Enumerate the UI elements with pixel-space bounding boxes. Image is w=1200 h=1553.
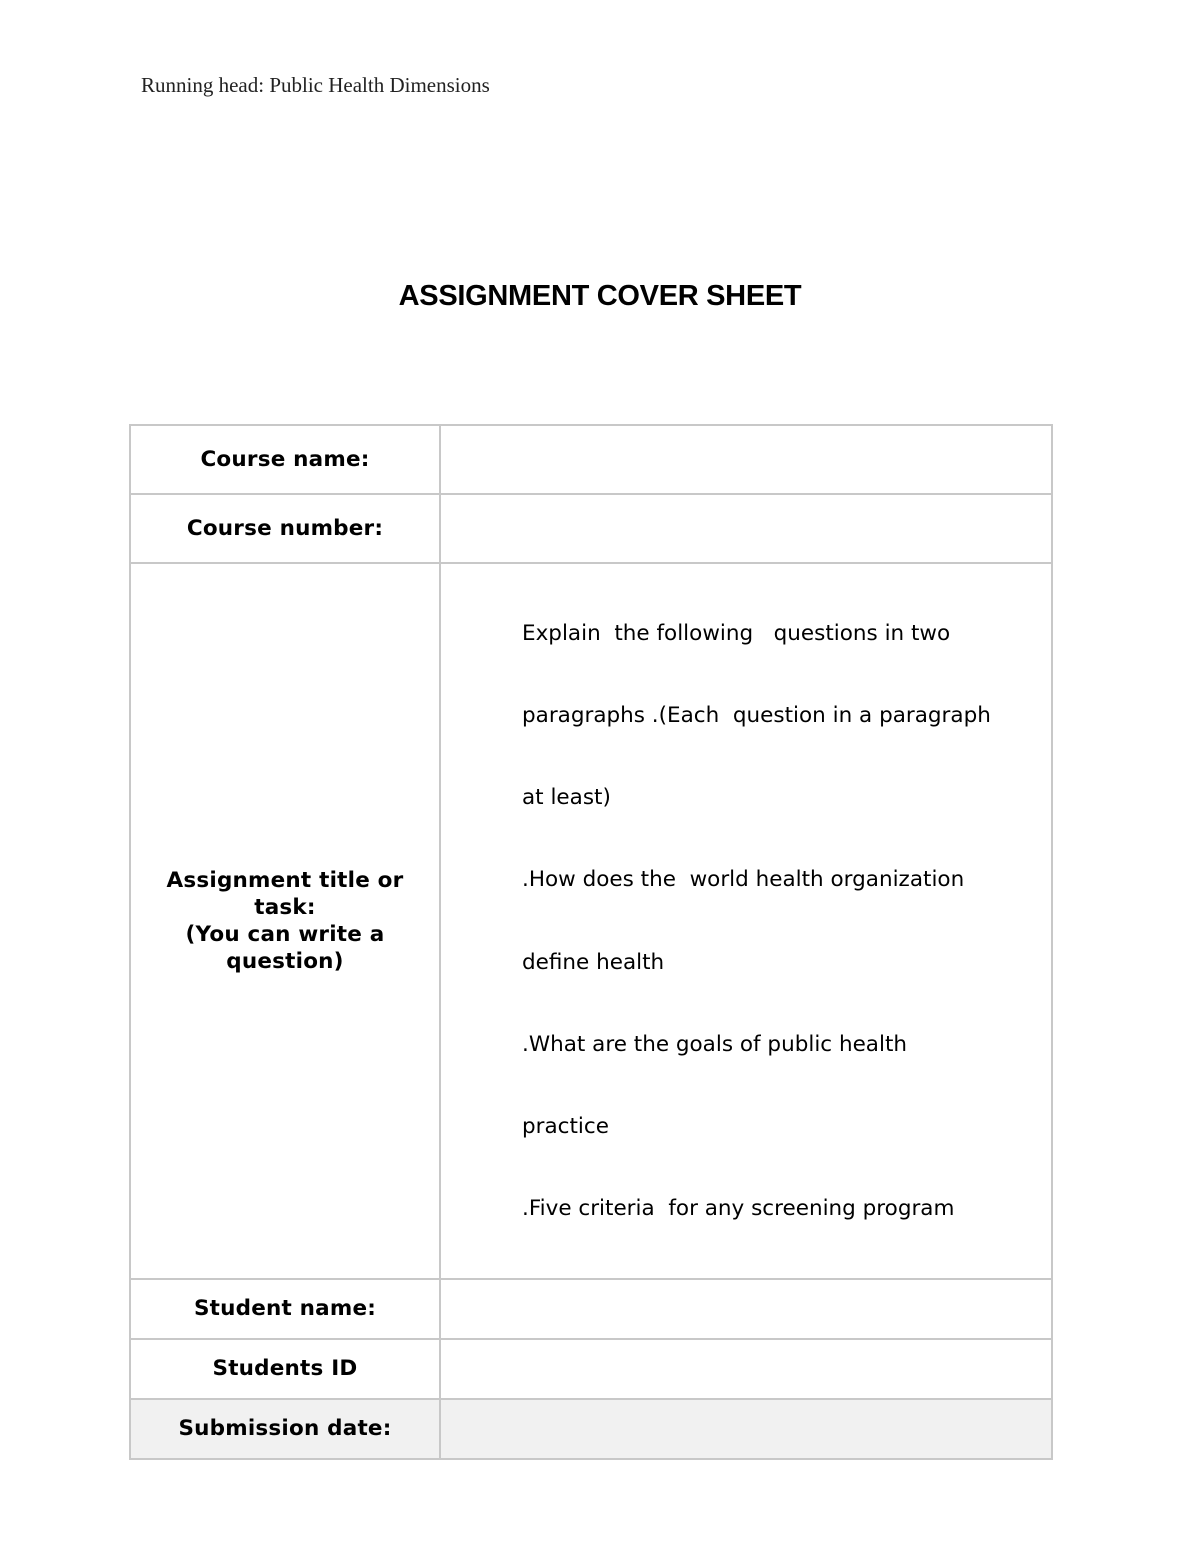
table-row-course-name bbox=[130, 425, 1052, 494]
student-name-field[interactable] bbox=[440, 1279, 1052, 1339]
student-id-label: Students ID bbox=[130, 1339, 440, 1399]
course-name-label: Course name: bbox=[130, 425, 440, 494]
table-row-assignment bbox=[130, 563, 1052, 1279]
submission-date-field[interactable] bbox=[440, 1399, 1052, 1459]
running-head: Running head: Public Health Dimensions bbox=[141, 73, 490, 97]
assignment-task-field[interactable] bbox=[440, 563, 1052, 1279]
assignment-label-line: (You can write a bbox=[185, 921, 385, 947]
task-line: define health bbox=[522, 949, 665, 975]
cover-sheet-table bbox=[129, 424, 1053, 1460]
course-name-field[interactable] bbox=[440, 425, 1052, 494]
task-line: at least) bbox=[522, 785, 611, 811]
assignment-label-line: question) bbox=[226, 948, 344, 974]
assignment-title-label bbox=[130, 563, 440, 1279]
assignment-label-line: Assignment title or bbox=[166, 867, 404, 893]
table-row-student-id bbox=[130, 1339, 1052, 1399]
task-line: .Five criteria for any screening program bbox=[522, 1196, 955, 1222]
page-title: ASSIGNMENT COVER SHEET bbox=[398, 280, 802, 312]
table-row-course-number bbox=[130, 494, 1052, 563]
task-line: Explain the following questions in two bbox=[522, 620, 951, 646]
student-name-label: Student name: bbox=[130, 1279, 440, 1339]
table-row-student-name bbox=[130, 1279, 1052, 1339]
course-number-field[interactable] bbox=[440, 494, 1052, 563]
task-line: paragraphs .(Each question in a paragraph bbox=[522, 703, 991, 729]
task-line: .How does the world health organization bbox=[522, 867, 965, 893]
table-row-submission-date bbox=[130, 1399, 1052, 1459]
student-id-field[interactable] bbox=[440, 1339, 1052, 1399]
course-number-label: Course number: bbox=[130, 494, 440, 563]
assignment-task-text bbox=[441, 564, 1051, 1278]
submission-date-label: Submission date: bbox=[130, 1399, 440, 1459]
assignment-label-line: task: bbox=[254, 894, 316, 920]
task-line: practice bbox=[522, 1114, 609, 1140]
task-line: .What are the goals of public health bbox=[522, 1031, 908, 1057]
